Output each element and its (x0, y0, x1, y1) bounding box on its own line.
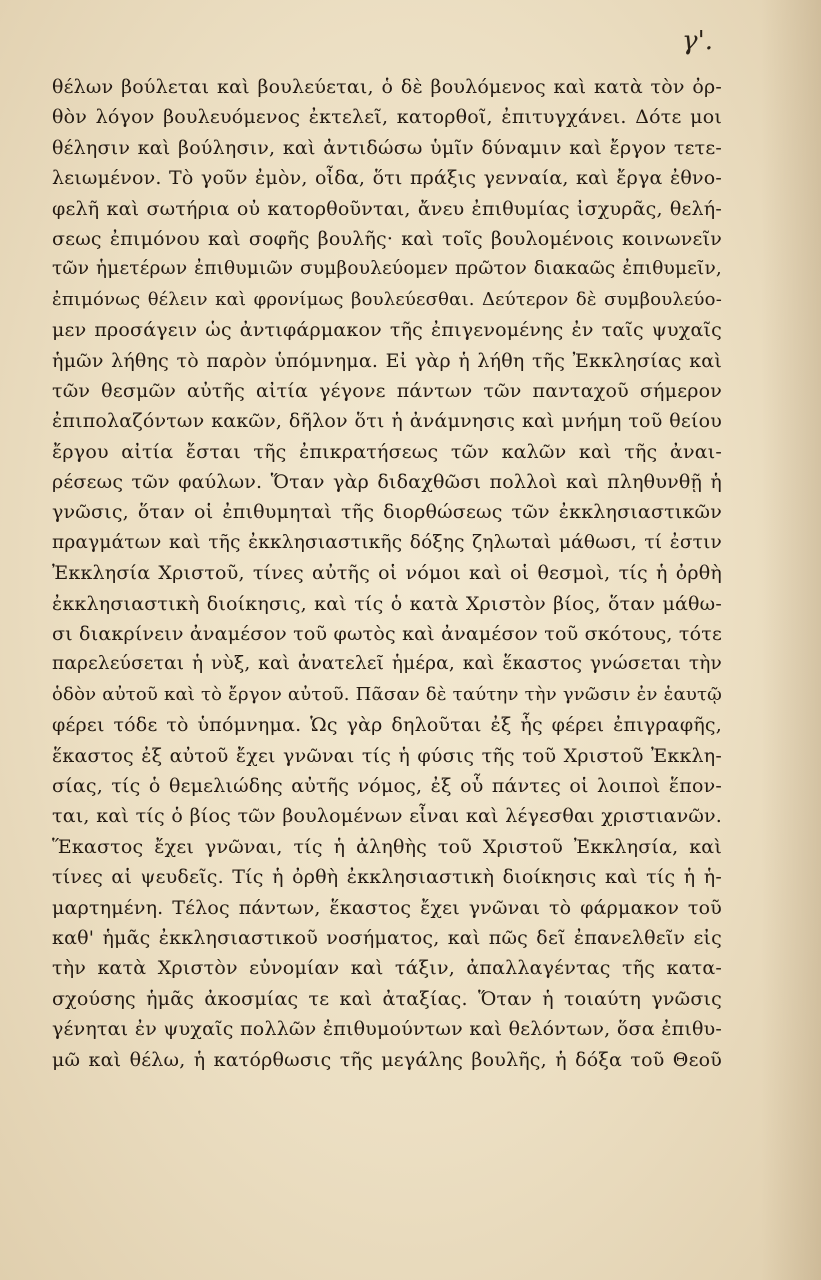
text-line: ἕκαστος ἐξ αὐτοῦ ἔχει γνῶναι τίς ἡ φύσις τῆς τοῦ Χριστοῦ Ἐκκλη- (52, 744, 722, 767)
text-line: ἡμῶν λήθης τὸ παρὸν ὑπόμνημα. Εἰ γὰρ ἡ λήθη τῆς Ἐκκλησίας καὶ (52, 349, 722, 372)
text-line: τῶν ἡμετέρων ἐπιθυμιῶν συμβουλεύομεν πρῶτον διακαῶς ἐπιθυμεῖν, (52, 258, 722, 280)
text-line: ται, καὶ τίς ὁ βίος τῶν βουλομένων εἶναι καὶ λέγεσθαι χριστιανῶν. (52, 805, 722, 828)
text-line: ἔργου αἰτία ἔσται τῆς ἐπικρατήσεως τῶν καλῶν καὶ τῆς ἀναι- (52, 440, 722, 463)
text-line: μεν προσάγειν ὡς ἀντιφάρμακον τῆς ἐπιγενομένης ἐν ταῖς ψυχαῖς (52, 319, 722, 342)
text-line: καθ' ἡμᾶς ἐκκλησιαστικοῦ νοσήματος, καὶ πῶς δεῖ ἐπανελθεῖν εἰς (52, 926, 722, 949)
text-line: ἐκκλησιαστικὴ διοίκησις, καὶ τίς ὁ κατὰ Χριστὸν βίος, ὅταν μάθω- (52, 592, 722, 615)
text-line: Ἐκκλησία Χριστοῦ, τίνες αὐτῆς οἱ νόμοι καὶ οἱ θεσμοὶ, τίς ἡ ὀρθὴ (52, 562, 722, 585)
text-line: παρελεύσεται ἡ νὺξ, καὶ ἀνατελεῖ ἡμέρα, καὶ ἕκαστος γνώσεται τὴν (52, 653, 722, 675)
text-line: σχούσης ἡμᾶς ἀκοσμίας τε καὶ ἀταξίας. Ὅταν ἡ τοιαύτη γνῶσις (52, 987, 722, 1010)
text-line: ἐπιπολαζόντων κακῶν, δῆλον ὅτι ἡ ἀνάμνησις καὶ μνήμη τοῦ θείου (52, 410, 722, 433)
text-line: ρέσεως τῶν φαύλων. Ὅταν γὰρ διδαχθῶσι πολλοὶ καὶ πληθυνθῇ ἡ (52, 471, 722, 494)
text-line: μῶ καὶ θέλω, ἡ κατόρθωσις τῆς μεγάλης βουλῆς, ἡ δόξα τοῦ Θεοῦ (52, 1048, 722, 1071)
text-line: φελῆ καὶ σωτήρια οὐ κατορθοῦνται, ἄνευ ἐπιθυμίας ἰσχυρᾶς, θελή- (52, 197, 722, 220)
text-line: θέλων βούλεται καὶ βουλεύεται, ὁ δὲ βουλόμενος καὶ κατὰ τὸν ὀρ- (52, 76, 722, 98)
text-line: Ἕκαστος ἔχει γνῶναι, τίς ἡ ἀληθὴς τοῦ Χριστοῦ Ἐκκλησία, καὶ (52, 835, 722, 858)
text-line: ἐπιμόνως θέλειν καὶ φρονίμως βουλεύεσθαι. Δεύτερον δὲ συμβουλεύο- (52, 288, 722, 310)
text-line: λειωμένον. Τὸ γοῦν ἐμὸν, οἶδα, ὅτι πράξις γενναία, καὶ ἔργα ἐθνο- (52, 167, 722, 190)
text-line: σεως ἐπιμόνου καὶ σοφῆς βουλῆς· καὶ τοῖς βουλομένοις κοινωνεῖν (52, 227, 722, 250)
text-line: τίνες αἱ ψευδεῖς. Τίς ἡ ὀρθὴ ἐκκλησιαστικὴ διοίκησις καὶ τίς ἡ ἡ- (52, 866, 722, 889)
page-number: γ'. (682, 26, 713, 56)
text-line: θὸν λόγον βουλευόμενος ἐκτελεῖ, κατορθοῖ, ἐπιτυγχάνει. Δότε μοι (52, 106, 722, 129)
text-line: γνῶσις, ὅταν οἱ ἐπιθυμηταὶ τῆς διορθώσεως τῶν ἐκκλησιαστικῶν (52, 501, 722, 524)
text-line: γένηται ἐν ψυχαῖς πολλῶν ἐπιθυμούντων καὶ θελόντων, ὅσα ἐπιθυ- (52, 1018, 722, 1041)
text-line: τὴν κατὰ Χριστὸν εὐνομίαν καὶ τάξιν, ἀπαλλαγέντας τῆς κατα- (52, 957, 722, 980)
text-line: φέρει τόδε τὸ ὑπόμνημα. Ὡς γὰρ δηλοῦται ἐξ ἧς φέρει ἐπιγραφῆς, (52, 714, 722, 737)
text-line: μαρτημένη. Τέλος πάντων, ἕκαστος ἔχει γνῶναι τὸ φάρμακον τοῦ (52, 896, 722, 919)
text-line: σι διακρίνειν ἀναμέσον τοῦ φωτὸς καὶ ἀναμέσον τοῦ σκότους, τότε (52, 623, 723, 646)
text-line: πραγμάτων καὶ τῆς ἐκκλησιαστικῆς δόξης ζηλωταὶ μάθωσι, τί ἐστιν (52, 531, 722, 553)
text-line: σίας, τίς ὁ θεμελιώδης αὐτῆς νόμος, ἐξ οὗ πάντες οἱ λοιποὶ ἕπον- (52, 774, 722, 797)
text-line (52, 1075, 722, 1105)
text-line (52, 1105, 722, 1135)
text-line: τῶν θεσμῶν αὐτῆς αἰτία γέγονε πάντων τῶν πανταχοῦ σήμερον (52, 379, 722, 402)
text-line: θέλησιν καὶ βούλησιν, καὶ ἀντιδώσω ὑμῖν δύναμιν καὶ ἔργον τετε- (52, 136, 722, 159)
body-text (52, 72, 722, 1136)
page-edge-shadow (761, 0, 821, 1280)
text-line: ὁδὸν αὐτοῦ καὶ τὸ ἔργον αὐτοῦ. Πᾶσαν δὲ ταύτην τὴν γνῶσιν ἐν ἑαυτῷ (52, 683, 722, 705)
